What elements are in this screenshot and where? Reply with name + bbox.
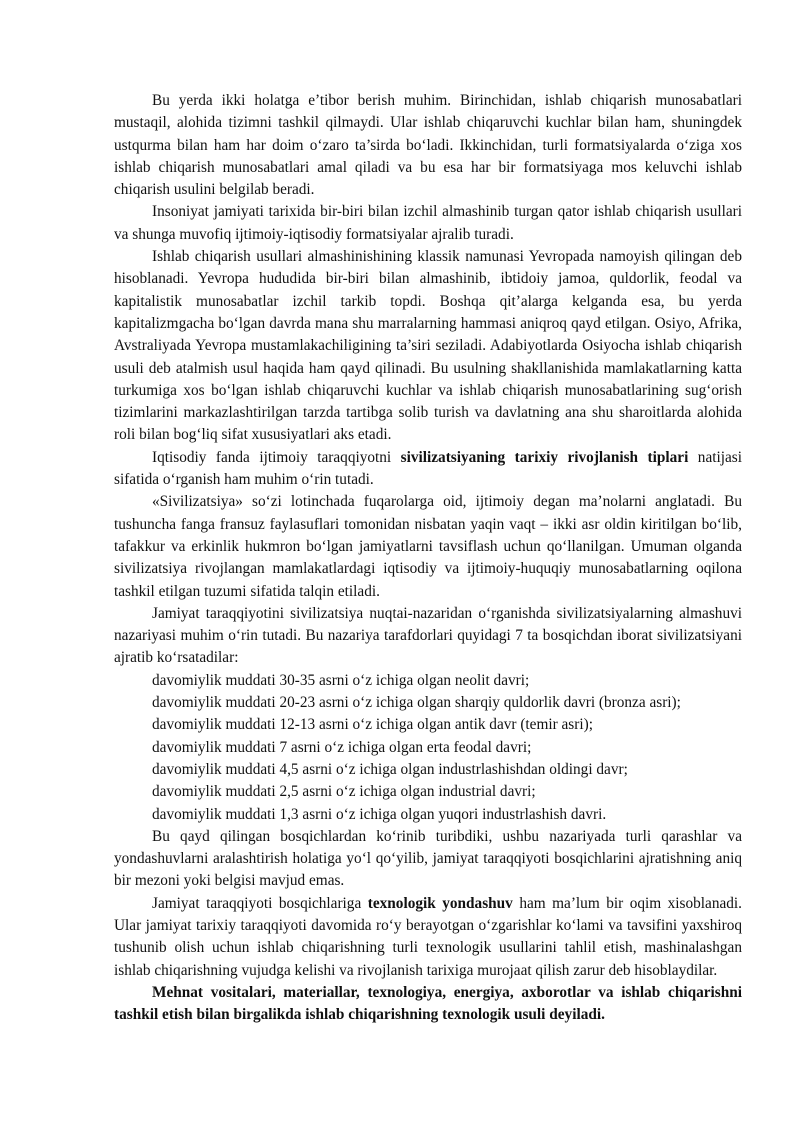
list-item: davomiylik muddati 4,5 asrni o‘z ichiga olgan industrlashishdan oldingi davr; <box>152 760 628 778</box>
paragraph-8-bold-term: texnologik yondashuv <box>367 894 513 912</box>
list-item: davomiylik muddati 12-13 asrni o‘z ichiga olgan antik davr (temir asri); <box>152 716 593 734</box>
paragraph-8-text-start: Jamiyat taraqqiyoti bosqichlariga <box>152 894 368 912</box>
paragraph-1: Bu yerda ikki holatga e’tibor berish muhim. Birinchidan, ishlab chiqarish munosabatlari mustaqil, alohida tizimni tashkil qilmaydi. Ular ishlab chiqaruvchi kuchlar bilan ham, shuningdek ustqurma bilan ham har doim o‘zaro ta’sirda bo‘ladi. Ikkinchidan, turli formatsiyalarda o‘ziga xos ishlab chiqarish munosabatlari amal qiladi va bu esa har bir formatsiyaga mos keluvchi ishlab chiqarish usulini belgilab beradi. <box>114 92 742 199</box>
paragraph-7: Bu qayd qilingan bosqichlardan ko‘rinib turibdiki, ushbu nazariyada turli qarashlar va yondashuvlarni aralashtirish holatiga yo‘l qo‘yilib, jamiyat taraqqiyoti bosqichlarini ajratishning aniq bir mezoni yoki belgisi mavjud emas. <box>114 827 742 890</box>
paragraph-5: «Sivilizatsiya» so‘zi lotinchada fuqarolarga oid, ijtimoiy degan ma’nolarni anglatadi. Bu tushuncha fanga fransuz faylasuflari tomonidan nisbatan yaqin vaqt – ikki asr oldin kiritilgan bo‘lib, tafakkur va erkinlik hukmron bo‘lgan jamiyatlarni tavsiflash uchun qo‘llanilgan. Umuman olganda sivilizatsiya rivojlangan mamlakatlardagi iqtisodiy va ijtimoiy-huquqiy munosabatlarning oqilona tashkil etilgan tuzumi sifatida talqin etiladi. <box>114 493 742 600</box>
paragraph-4 <box>114 447 742 492</box>
list-item: davomiylik muddati 7 asrni o‘z ichiga olgan erta feodal davri; <box>152 738 532 756</box>
list-item: davomiylik muddati 1,3 asrni o‘z ichiga olgan yuqori industrlashish davri. <box>152 805 607 823</box>
paragraph-9-definition <box>114 982 742 1027</box>
paragraph-6: Jamiyat taraqqiyotini sivilizatsiya nuqtai-nazaridan o‘rganishda sivilizatsiyalarning almashuvi nazariyasi muhim o‘rin tutadi. Bu nazariya tarafdorlari quyidagi 7 ta bosqichdan iborat sivilizatsiyani ajratib ko‘rsatadilar: <box>114 604 742 667</box>
paragraph-4-bold-term: sivilizatsiyaning tarixiy rivojlanish tiplari <box>400 448 689 466</box>
definition-bold-text: Mehnat vositalari, materiallar, texnologiya, energiya, axborotlar va ishlab chiqarishni tashkil etish bilan birgalikda ishlab chiqarishning texnologik usuli deyiladi. <box>114 983 742 1024</box>
list-item: davomiylik muddati 20-23 asrni o‘z ichiga olgan sharqiy quldorlik davri (bronza asri); <box>152 694 681 712</box>
list-item: davomiylik muddati 2,5 asrni o‘z ichiga olgan industrial davri; <box>152 783 536 801</box>
paragraph-4-text-start: Iqtisodiy fanda ijtimoiy taraqqiyotni <box>152 448 401 466</box>
paragraph-4-text-end: natijasi sifatida o‘rganish ham muhim o‘rin tutadi. <box>114 448 742 489</box>
paragraph-2: Insoniyat jamiyati tarixida bir-biri bilan izchil almashinib turgan qator ishlab chiqarish usullari va shunga muvofiq ijtimoiy-iqtisodiy formatsiyalar ajralib turadi. <box>114 203 742 243</box>
paragraph-3: Ishlab chiqarish usullari almashinishining klassik namunasi Yevropada namoyish qilingan deb hisoblanadi. Yevropa hududida bir-biri bilan almashinib, ibtidoiy jamoa, quldorlik, feodal va kapitalistik munosabatlar izchil tarkib topdi. Boshqa qit’alarga kelganda esa, bu yerda kapitalizmgacha bo‘lgan davrda mana shu marralarning hammasi aniqroq qayd etilgan. Osiyo, Afrika, Avstraliyada Yevropa mustamlakachiligining ta’siri seziladi. Adabiyotlarda Osiyocha ishlab chiqarish usuli deb atalmish usul haqida ham qayd qilinadi. Bu usulning shakllanishida mamlakatlarning katta turkumiga xos bo‘lgan ishlab chiqaruvchi kuchlar va ishlab chiqarish munosabatlarining sug‘orish tizimlarini markazlashtirilgan tarzda tartibga solib turish va davlatning ana shu sharoitlarda alohida roli bilan bog‘liq sifat xususiyatlari aks etadi. <box>114 248 742 444</box>
paragraph-8-text-end: ham ma’lum bir oqim xisoblanadi. Ular jamiyat tarixiy taraqqiyoti davomida ro‘y berayotgan o‘zgarishlar ko‘lami va tavsifini yaxshiroq tushunib olish uchun ishlab chiqarishning turli texnologik usullarini tahlil etish, mashinalashgan ishlab chiqarishning vujudga kelishi va rivojlanish tarixiga murojaat qilish zarur deb hisoblaydilar. <box>114 894 743 979</box>
paragraph-8 <box>114 893 742 982</box>
list-item: davomiylik muddati 30-35 asrni o‘z ichiga olgan neolit davri; <box>152 671 530 689</box>
document-page <box>114 90 742 1026</box>
